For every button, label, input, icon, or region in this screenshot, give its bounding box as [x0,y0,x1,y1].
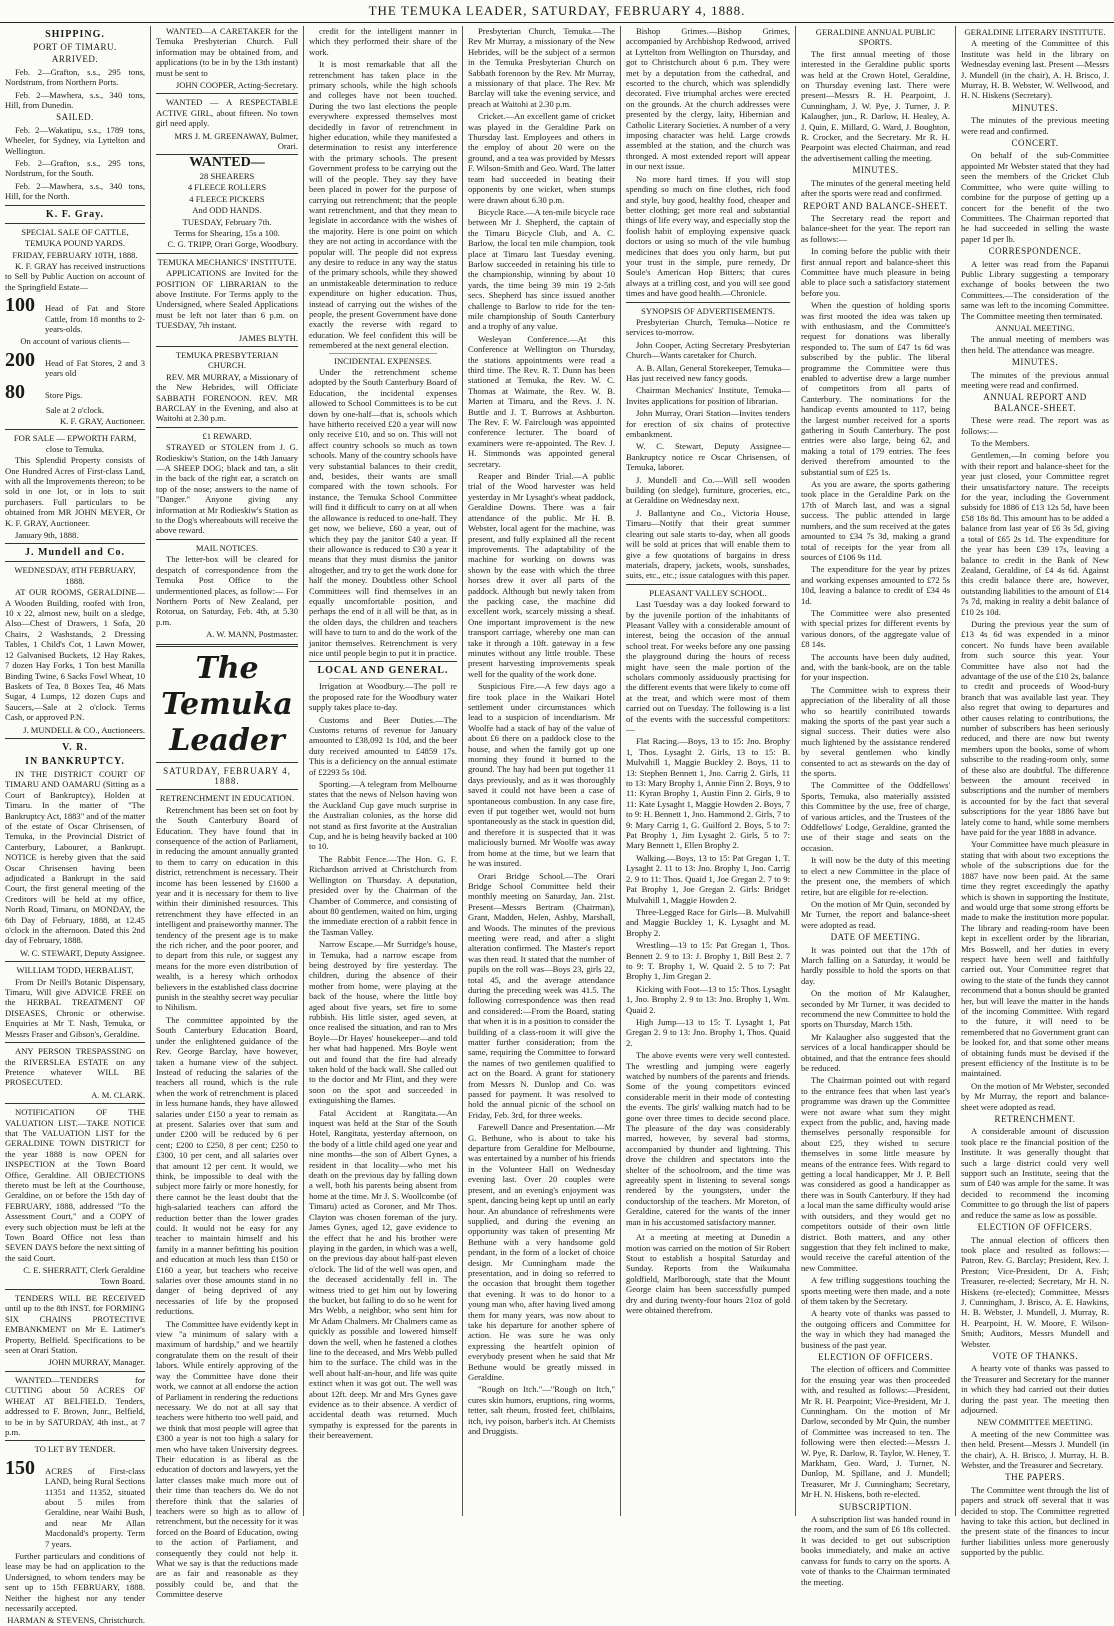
editorial-heading: RETRENCHMENT IN EDUCATION. [159,793,295,804]
column-6 [796,26,955,1587]
paragraph: The expenditure for the year by prizes and working expenses amounted to £72 5s 10d, leaving a balance to credit of £34 4s 1d. [801,564,950,606]
figure-line [5,1457,145,1549]
paragraph: A subscription list was handed round in the room, and the sum of £6 18s collected. It was decided to get out subscription books immediately, and make an active canvass for funds to carry on the sports. A vote of thanks to the Chairman terminated the meeting. [801,1514,950,1587]
paragraph: The Chairman pointed out with regard to the entrance fees that when last year's programme was drawn up the Committee were not aware what sum they might expect from the public, and, having made themselves personally responsible for about £25, they wished to secure themselves in some little measure by means of the entrance fees. With regard to getting a local handicapper, Mr J. P. Bell was considered as good a handicapper as there was in South Canterbury. If they had a local man the same difficulty would arise with outsiders, and they would get no competitors outside of their own little district. Both matters, and any other suggestion that they felt inclined to make, would receive the careful attention of the new Committee. [801,1075,950,1273]
paragraph: The Committee of the Oddfellows' Sports, Temuka, also materially assisted this Committee by the use, free of charge, of various articles, and the Trustees of the Oddfellows' Lodge, Geraldine, granted the use of their stage and seats on the occasion. [801,780,950,853]
paragraph: Gentlemen,—In coming before you with their report and balance-sheet for the year just closed, your Committee regret their unsatisfactory nature. The receipts for the year, including the Government subsidy for 1886 of £13 12s 5d, have been £58 18s 8d. This amount has to be added a balance from last year of £6 3s 5d, giving a total of £65 2s 1d. The expenditure for the year has been £39 17s, leaving a balance to credit in the Bank of New Zealand, Geraldine, of £4 4s 6d. Against this credit balance there are, however, outstanding liabilities to the amount of £14 7s 7d, making in reality a debit balance of £10 2s 10d. [961,450,1109,617]
paragraph: On the motion of Mr Quin, seconded by Mr Turner, the report and balance-sheet were adopted as read. [801,898,950,930]
divider [5,543,145,544]
divider [5,1371,145,1372]
paragraph: Feb. 2—Mawhera, s.s., 340 tons, Hill, for the North. [5,180,145,202]
subheading: ELECTION OF OFFICERS. [818,1351,933,1362]
advert-text: And ODD HANDS. [192,205,262,216]
paragraph: Customs and Beer Duties.—The Customs returns of revenue for January amounted to £38,092 1s 10d, and the beer duty received amounted to £4859 17s. This is a deficiency on the annual estimate of £2293 5s 10d. [309,714,457,777]
paragraph: Mr Kalaugher also suggested that the services of a local handicapper should be obtained, and that the entrance fees should be reduced. [801,1031,950,1073]
advert-heading: IN BANKRUPTCY. [25,755,125,767]
paragraph: The Secretary read the report and balance-sheet for the year. The report ran as follows:— [801,212,950,244]
divider [156,253,298,254]
paragraph: The minutes of the previous meeting were read and confirmed. [961,115,1109,136]
divider [5,1440,145,1441]
paragraph: These were read. The report was as follows:— [961,415,1109,436]
list-item: Wrestling—13 to 15: Pat Gregan 1, Thos. Bennett 2. 9 to 13: J. Brophy 1, Bill Best 2. 7 to 9: T. Brophy 1, W. Quaid 2. 5 to 7: Pat Brophy 1, Jim Gregan 2. [626,940,790,982]
paragraph: Sporting.—A telegram from Melbourne states that the news of Nelson having won the Auckland Cup gave much surprise in the Australian colonies, as the horse did not stand as first favorite at the Australian Cup, and he is being heavily backed at 100 to 10. [309,779,457,852]
paper-title: The Temuka Leader [161,650,293,758]
list-item: Chairman Mechanics' Institute, Temuka—Invites applications for position of librarian. [626,385,790,406]
divider [5,205,145,206]
figure-number: 150 [5,1456,35,1479]
divider [156,93,298,94]
figure-number: 200 [5,348,35,371]
advert-heading: WILLIAM TODD, HERBALIST, [16,965,134,976]
list-item: John Cooper, Acting Secretary Presbyterian Church—Wants caretaker for Church. [626,339,790,361]
subheading: SUBSCRIPTION. [839,1501,912,1512]
advert-text: On account of various clients— [20,336,130,347]
paragraph: The minutes of the previous annual meeting were read and confirmed. [961,369,1109,390]
advert-heading: MAIL NOTICES. [195,542,259,553]
advert-signature: J. MUNDELL & CO., Auctioneers. [23,724,145,735]
column-4 [463,26,620,1516]
advert-text: IN THE DISTRICT COURT OF TIMARU AND OAMARU (Sitting as a Court of Bankruptcy), Holden at Timaru. In the matter of "The Bankruptcy Act, 1883" and of the matter of the estate of Oscar Chrisensen, of Temuka, in the Provincial District of Canterbury, Labourer, a Bankrupt. NOTICE is hereby given that the said Oscar Chrisensen having been adjudicated a Bankrupt in the said Court, the first general meeting of the Creditors will be held at my office, North Road, Timaru, on MONDAY, the 6th Day of February, 1888, at 12.45 o'clock in the afternoon. Dated this 2nd day of February, 1888. [5,768,145,946]
paragraph: On the motion of Mr Kalaugher, seconded by Mr Turner, it was decided to recommend the new Committee to hold the sports on Thursday, March 15th. [801,988,950,1030]
paragraph: Bishop Grimes.—Bishop Grimes, accompanied by Archbishop Redwood, arrived at Lyttelton from Wellington on Thursday, and got to Christchurch about 6 p.m. They were met by a deputation from the cathedral, and escorted to the church, which was splendidly decorated. Five triumphal arches were erected on the grounds. At the church addresses were presented by the clergy, laity, Hibernian and Catholic Literary Societies. A number of a very imposing character was held. Large crowds assembled at the station, and the church was thronged. A most extended report will appear in our next issue. [626,26,790,172]
advert-text: 4 FLEECE PICKERS [189,193,265,204]
paragraph: Feb. 2—Grafton, s.s., 295 tons, Nordstrum, for the South. [5,158,145,179]
paragraph: The Committee wish to express their appreciation of the liberality of all those who so heartily contributed towards making the sports of the past year such a signal success. Their duties were also much lightened by the assistance rendered by several gentlemen who kindly consented to act as stewards on the day of the sports. [801,684,950,779]
paragraph: The first annual meeting of those interested in the Geraldine public sports was held at the Crown Hotel, Geraldine, on Thursday evening last. There were present—Messrs R. H. Pearpoint, J. Cunningham, J. W. Pye, J. Turner, J. P. Kalaugher, jun., R. Darlow, H. Healey, A. J. Quin, E. Millard, G. Ward, J. Boughton, R. Crocker, and the Secretary. Mr R. H. Pearpoint was elected Chairman, and read the advertisement calling the meeting. [801,48,950,163]
advert-text: Terms for Shearing, 15s a 100. [174,227,280,238]
advert-text: Further particulars and conditions of lease may be had on application to the Undersigned, to whom tenders may be sent up to 15th FEBRUARY, 1888. Neither the highest nor any tender necessarily accepted. [5,1550,145,1613]
section-heading: NEW COMMITTEE MEETING. [977,1417,1093,1428]
list-item: Flat Racing.—Boys, 13 to 15: Jno. Brophy 1, Thos. Lysaght 2. Girls, 13 to 15: B. Mulvahill 1, Maggie Buckley 2. Boys, 11 to 13: Stephen Bennett 1, Jno. Carrig 2. Girls, 11 to 13: Mary Brophy 1, Annie Finn 2. Boys, 9 to 11: Kyran Brophy 1, Austin Finn 2. Girls, 9 to 11: Kate Lysaght 1, Maggie Howden 2. Boys, 7 to 9: H. Bennett 1, Jno. Hammond 2. Girls, 7 to 9: Mary Carrig 1, G. Guilford 2. Boys, 5 to 7: Pat Brophy 1, Jim Lysaght 2. Girls, 5 to 7: Mary Bennett 1, Ellen Brophy 2. [626,736,790,851]
paragraph: Irrigation at Woodbury.—The poll re the proposed rate for the Woodbury water supply takes place to-day. [309,681,457,713]
paragraph: To the Members. [971,438,1030,449]
advert-text: STRAYED or STOLEN from J. G. Rodieskiw's Station, on the 14th January—A SHEEP DOG; black and tan, a slit in the back of the right ear, a scratch on top of the nose; answers to the name of "Danger." Anyone giving any information at Mr Rodieskiw's Station as to the Dog's whereabouts will receive the above reward. [156,442,298,536]
subheading: CORRESPONDENCE. [988,246,1082,257]
advert-text: This Splendid Property consists of One Hundred Acres of First-class Land, with all the Improvements thereon; to be sold in one lot, or in lots to suit purchasers. Full particulars to be obtained from MR JOHN MEYER, Or K. F. GRAY, Auctioneer. [5,455,145,528]
advert-text: WEDNESDAY, 8TH FEBRUARY, 1888. [14,565,136,586]
list-item: J. Mundell and Co.—Will sell wooden building (on sledge), furniture, groceries, etc., at Geraldine on Wednesday next. [626,474,790,506]
advert-text: 4 FLEECE ROLLERS [187,182,267,193]
paragraph: Feb. 2—Wakatipu, s.s., 1789 tons, Wheeler, for Sydney, via Lyttelton and Wellington. [5,124,145,156]
divider [626,302,790,303]
paragraph: The committee appointed by the South Canterbury Education Board, under the enlightened guidance of the Rev. George Barclay, have however, taken a humane view of the subject. Instead of reducing the salaries of the teachers all round, which is the rule when the work of retrenchment is placed in less humane hands, they have allowed salaries under £150 a year to remain as at present. Salaries over that sum and under £200 will be reduced by 6 per cent; £200 to £250, 8 per cent; £250 to £300, 10 per cent, and all salaries over that amount 12 per cent. It would, we think, be impossible to deal with the subject more fairly or more honestly, for there cannot be the least doubt that the high-salaried teachers can afford the reduction better than the lower grades could. It would not be easy for any teacher to maintain himself and his family in a manner befitting his position and education at much less than £150 or £160 a year, but teachers who receive salaries over those amounts stand in no danger of being deprived of any necessaries of life by the proposed reductions. [156,1014,298,1317]
column-1 [0,26,150,1626]
paragraph: A hearty vote of thanks was passed to the outgoing officers and Committee for the way in which they had managed the business of the past year. [801,1308,950,1350]
divider [156,539,298,540]
subheading: CONCERT. [1011,138,1059,149]
figure-line [5,349,145,379]
divider [309,661,457,662]
divider [5,561,145,562]
advert-heading: £1 REWARD. [202,430,252,441]
divider [156,762,298,763]
advert-signature: C. G. TRIPP, Orari Gorge, Woodbury. [167,239,298,250]
section-heading: SYNOPSIS OF ADVERTISEMENTS. [641,305,775,316]
divider [5,223,145,224]
running-header: THE TEMUKA LEADER, SATURDAY, FEBRUARY 4, 1888. [0,0,1114,23]
advert-signature: JAMES BLYTH. [238,332,298,343]
paragraph: On behalf of the sub-Committee appointed Mr Webster stated that they had seen the members of the Cricket Club Committee, who were quite willing to combine for the purpose of getting up a concert for the benefit of the two Committees. The Chairman reported that he had succeeded in selling the waste paper 1d per lb. [961,150,1109,244]
paragraph: Fatal Accident at Rangitata.—An inquest was held at the Star of the South Hotel, Rangitata, yesterday afternoon, on the body of a little child aged one year and nine months—the son of Albert Gynes, a resident in that locality—who met his death on the previous day by falling down a well, both his parents being absent from home at the time. Mr J. S. Woollcombe (of Timaru) acted as Coroner, and Mr Thos. Clayton was chosen foreman of the jury. James Gynes, aged 12, gave evidence to the effect that he and his brother were playing in the garden, in which was a well, on the previous day about half-past eleven o'clock. The lid of the well was open, and the deceased accidentally fell in. The witness tried to get him out by lowering the bucket, but failing to do so he went for Mrs Webb, a neighbor, who sent him for Mr Adam Chalmers. Mr Chalmers came as quickly as possible and lowered himself down the well, when he fastened a clothes line to the deceased, and Mrs Webb pulled him to the surface. The child was in the well about half-an-hour, and life was quite extinct when it was got out. The well was about 12ft. deep. Mr and Mrs Gynes gave evidence as to their absence. A verdict of accidental death was returned. Much sympathy is expressed for the parents in their bereavement. [309,1107,457,1441]
advert-text: Sale at 2 o'clock. [45,404,105,415]
editorial-heading: INCIDENTAL EXPENSES. [334,355,432,366]
advert-signature: W. C. STEWART, Deputy Assignee. [19,947,145,958]
advert-text: REV. MR MURRAY, a Missionary of the New Hebrides, will Officiate SABBATH FORENOON. REV. MR BARCLAY in the Evening, and also at Waitohi at 2.30 p.m. [156,371,298,424]
subheading: THE PAPERS. [1005,1472,1065,1483]
paragraph: Your Committee have much pleasure in stating that with about two exceptions the whole of the subscriptions due for the 1887 have now been paid. At the same time they regret exceedingly the apathy which is shown in supporting the Institute, and would urge that some strong efforts be made to make the institution more popular. The library and reading-room have been kept in excellent order by the librarian, Mrs Boswell, and her duties in every respect have been well and faithfully carried out. Your Committee regret that owing to the state of the funds they cannot recommend that a bonus should be granted her, but will leave the matter in the hands of the incoming Committee. With regard to the future, it will need to be remembered that no Government grant can be looked for, and that some other means of obtaining funds must be devised if the present efficiency of the Institute is to be maintained. [961,839,1109,1079]
paragraph: When the question of holding sports was first mooted the idea was taken up with enthusiasm, and the Committee's request for donations was liberally responded to. The sum of £47 1s 6d was subscribed by the public. The liberal programme the Committee were thus enabled to advertise drew a large number of competitors from all parts of Canterbury. The nominations for the handicap events amounted to 117, being the largest number received for a sports gathering in South Canterbury. The post entries were also large, being 62, and making a total of 179 entries. The fees derived therefrom amounted to the substantial sum of £25 1s. [801,300,950,477]
advert-signature: MRS J. M. GREENAWAY, Bulmer, Orari. [174,130,298,152]
divider [626,584,790,585]
divider [329,353,437,354]
figure-line [5,381,145,403]
paragraph: The accounts have been duly audited, and, with the bank-book, are on the table for your inspection. [801,651,950,683]
advert-heading: V. R. [62,741,88,753]
advert-signature: JOHN MURRAY, Manager. [48,1357,145,1368]
subheading: PORT OF TIMARU. [33,42,117,52]
paragraph: The above events were very well contested. The wrestling and jumping were eagerly watched by numbers of the parents and friends. Some of the young competitors evinced considerable merit in their mode of contesting the events. The girls' walking match had to be gone over three times to decide second place. The pleasure of the day was considerably marred, however, by several bad storms, accompanied by thunder and lightning. This drove the children and spectators into the shelter of the schoolroom, and the time was agreeably spent in listening to several songs rendered by the youngsters, under the conductorship of the teachers. Mr Moreton, of Geraldine, catered for the wants of the inner man in his accustomed satisfactory manner. [626,1050,790,1227]
advert-signature: JOHN COOPER, Acting-Secretary. [175,80,298,91]
figure-text: Head of Fat and Store Cattle, from 18 months to 2-years-olds. [45,303,145,334]
paragraph: The Committee went through the list of papers and struck off several that it was decided to stop. The Committee regretted having to take this action, but declined in the present state of the finances to incur further liabilities unless more generously supported by the public. [961,1484,1109,1558]
advert-text: AT OUR ROOMS, GERALDINE— A Wooden Building, roofed with Iron, 10 x 22, almost new, built on a sledge, Also—Chest of Drawers, 1 Sofa, 20 Chairs, 2 Washstands, 2 Dressing Tables, 1 Child's Cot, 1 Lawn Mower, 12 Galvanised Buckets, 12 Hay Rakes, 7 dozen Hay Forks, 1 Ton best Manilla Binding Twine, 6 Sacks Fowl Wheat, 10 Baskets of Tea, 8 Boxes Tea, 46 Mats Sugar, 4 Lumps, 12 dozen Cups and Saucers,—Sale at 2 o'clock. Terms Cash, or approved P.N. [5,587,145,723]
advert-heading: TO LET BY TENDER. [34,1444,116,1455]
paragraph: Presbyterian Church, Temuka.—The Rev Mr Murray, a missionary of the New Hebrides, will be the subject of a sermon in the Temuka Presbyterian Church on Sabbath forenoon by the Rev. Mr Murray, a missionary of that place. The Rev. Mr Barclay will take the evening service, and preach at Waitohi at 2.30 p.m. [468,26,615,109]
column-3 [304,26,462,1516]
advert-text: WANTED — A RESPECTABLE ACTIVE GIRL, about fifteen. No town girl need apply. [156,97,298,129]
column-7 [956,26,1114,1558]
paragraph: As you are aware, the sports gathering took place in the Geraldine Park on the 17th of March last, and was a signal success. The public attended in large numbers, and the sum received at the gates amounted to £34 7s 3d, making a grand total of receipts for the year from all sources of £106 9s 11d. [801,479,950,562]
paragraph: Last Tuesday was a day looked forward to by the juvenile portion of the inhabitants of Pleasant Valley with a considerable amount of interest, being the occasion of the annual school treat. For weeks before any one passing the playground during the hours of recess might have seen the male portion of the scholars commonly assiduously practising for the different events that were likely to come off at the treat, and which were most of them carried out on Tuesday. The following is a list of the events with the successful competitors:— [626,599,790,734]
paragraph: A hearty vote of thanks was passed to the Treasurer and Secretary for the manner in which they had carried out their duties during the past year. The meeting then adjourned. [961,1363,1109,1415]
advert-signature: A. M. CLARK. [91,1089,145,1100]
paragraph: The Committee were also presented with special prizes for different events by various donors, of the aggregate value of £8 14s. [801,607,950,650]
section-heading: GERALDINE LITERARY INSTITUTE. [964,27,1106,37]
paragraph: Orari Bridge School.—The Orari Bridge School Committee held their monthly meeting on Saturday, Jan. 21st. Present—Messrs Bertram (Chairman), Grant, Madden, Helen, Ashby, Marshall, and Woods. The minutes of the previous meeting were read, and after a slight alteration confirmed. The Master's report was then read. It stated that the number of pupils on the roll was—Boys 23, girls 22, total 45, and the average attendance during the preceding week was 41.5. The following correspondence was then read and considered:—From the Board, stating that when it is in a position to consider the building of a class-room it will give the matter further consideration; from the same, requiring the Committee to forward the names of two gentlemen qualified to act on the Board. A grant for stationery from Messrs N. Dunlop and Co. was passed for payment. It was resolved to hold the annual picnic of the school on Friday, Feb. 3rd, for three weeks. [468,870,615,1120]
divider [329,678,437,679]
advert-text: WANTED—TENDERS for CUTTING about 50 ACRES OF WHEAT AT BELFIELD. Tenders, addressed to F. Brown, Junr., Belfield, to be in by SATURDAY, 4th inst., at 7 p.m. [5,1374,145,1437]
advert-text: TENDERS WILL BE RECEIVED until up to the 8th INST. for FORMING SIX CHAINS PROTECTIVE EMBANKMENT on Mr E. Latimer's Property, Belfield. Specifications to be seen at Orari Station. [5,1293,145,1356]
advert-text: K. F. GRAY has received instructions to Sell by Public Auction on account of the Springfield Estate— [5,260,145,292]
advert-text: ANY PERSON TRESPASSING on the RIVERSLEA ESTATE on any Pretence whatever WILL BE PROSECUTED. [5,1046,145,1088]
divider [5,1289,145,1290]
paragraph: Narrow Escape.—Mr Surridge's house, in Temuka, had a narrow escape from being destroyed by fire yesterday. The children, during the absence of their mother from home, were playing at the back of the house, where the little boy aged about five years, set fire to some rubbish. His little sister, aged seven, at once realised the situation, and ran to Mrs Boyle—Dr Hayes' housekeeper—and told her what had happened. Mrs Boyle went out and found that the fire had already taken hold of the back wall. She called out to the doctor and Mr Flint, and they were soon on the spot and succeeded in extinguishing the flames. [309,939,457,1106]
paragraph: No more hard times. If you will stop spending so much on fine clothes, rich food and style, buy good, healthy food, cheaper and better clothing; get more real and substantial things of life every way, and especially stop the foolish habit of employing expensive quack doctors or using so much of the vile humbug medicines that does you only harm, but put your trust in the simple, pure remedy, Dr Soule's American Hop Bitters; that cures always at a trifling cost, and you will see good times and have good health.—Chronicle. [626,173,790,299]
subheading: MINUTES. [1011,357,1059,368]
list-item: Presbyterian Church, Temuka—Notice re services to-morrow. [626,316,790,338]
subheading: ARRIVED. [51,54,99,65]
section-heading: ANNUAL MEETING. [995,322,1075,333]
advert-text: APPLICATIONS are Invited for the POSITION OF LIBRARIAN to the above Institute. For Terms apply to the Undersigned, where Sealed Applications must be left not later than 6 p.m. on TUESDAY, 7th instant. [156,268,298,331]
subheading: MINUTES. [852,165,899,176]
advert-signature: C. E. SHERRATT, Clerk Geraldine Town Board. [23,1265,145,1286]
section-heading: PLEASANT VALLEY SCHOOL. [649,587,767,598]
advert-text: NOTIFICATION OF THE VALUATION LIST.—TAKE NOTICE that The VALUATION LIST for the GERALDINE TOWN DISTRICT for the year 1888 is now OPEN for INSPECTION at the Town Board Office, Geraldine. All OBJECTIONS thereto must be left at the Courthouse, Geraldine, on or before the 15th day of FEBRUARY, 1888, addressed "To the Assessment Court," and a COPY of every such objection must be left at the Town Board Office not less than SEVEN DAYS before the next sitting of the said Court. [5,1107,145,1263]
list-item: John Murray, Orari Station—Invites tenders for erection of six chains of protective embankment. [626,408,790,440]
paragraph: Reaper and Binder Trial.—A public trial of the Wood harvester was held yesterday in Mr Lysaght's wheat paddock, Geraldine Downs. There was a fair attendance of the public. Mr H. B. Webster, local agent for the machine, was present, and fully explained all the recent improvements. The adaptability of the machine for working on downs was shown by the ease with which the three horses drew it over all parts of the paddock. Although but newly taken from the packing case, the machine did excellent work, scarcely missing a sheaf. One important improvement is the new transport carriage, whereby one man can take it through a 10ft. gateway in a few minutes without any little trouble. These present harvesting improvements speak well for the quality of the work done. [468,471,615,679]
divider [156,644,298,647]
paragraph: The Rabbit Fence.—The Hon. G. F. Richardson arrived at Christchurch from Wellington on Thursday. A deputation, presided over by the Chairman of the Chamber of Commerce, and consisting of about 80 gentlemen, waited on him, urging the immediate erection of a rabbit fence in the Tasman Valley. [309,853,457,937]
section-heading: SHIPPING. [45,29,105,40]
paragraph: It was pointed out that the 17th of March falling on a Saturday, it would be hardly possible to hold the sports on that day. [801,944,950,986]
subheading: SAILED. [56,112,94,123]
list-item: W. C. Stewart, Deputy Assignee—Bankruptcy notice re Oscar Chrisensen, of Temuka, laborer. [626,441,790,473]
divider [5,961,145,962]
subheading: REPORT AND BALANCE-SHEET. [803,200,948,211]
figure-text: Store Pigs. [45,389,83,400]
subheading: MINUTES. [1011,102,1059,113]
paragraph: The Committee have evidently kept in view "a minimum of salary with a maximum of hardship," and we heartily congratulate them on the result of their labors. While entirely approving of the way the Committee have done their work, we cannot at all endorse the action of Parliament in rendering the reductions necessary. We do not at all say that teachers were hitherto too well paid, and we think that most people will agree that £300 a year is not too high a salary for men who have taken University degrees. Their education is as liberal as the education of doctors and lawyers, yet the latter classes make much more out of their time than teachers do. We do not therefore think that the salaries of teachers were so high as to allow of retrenchment, but the necessity for it was forced on the Board of Education, owing to the action of Parliament, and consequently they could not help it. What we say is that the reductions made are as fair and reasonable as they possibly could be, and that the Committee deserve [156,1318,298,1600]
paragraph: A considerable amount of discussion took place re the financial position of the Institute. It was generally thought that such a large district could very well support such an Institute, seeing that the sum of £40 was ample for the same. It was decided to recommend the incoming Committee to go through the list of papers and reduce the same as low as possible. [961,1126,1109,1220]
advert-heading: FOR SALE — EPWORTH FARM, close to Temuka. [13,433,137,454]
paragraph: A meeting of the new Committee was then held. Present—Messrs J. Mundell (in the chair), A. H. Brisco, J. Murray, H. B. Webster, and the Treasurer and Secretary. [961,1428,1109,1471]
advert-text: January 9th, 1888. [15,530,79,541]
paragraph: It will now be the duty of this meeting to elect a new Committee in the place of the present one, the members of which retire, but are eligible for re-election. [801,855,950,897]
advert-text: From Dr Neill's Botanic Dispensary, Timaru, Will give ADVICE FREE on the HERBAL TREATMENT OF DISEASES, Chronic or otherwise. Enquiries at Mr T. Nash, Temuka, or Messrs Fraser and Gibson's, Geraldine. [5,976,145,1039]
paragraph: A few trifling suggestions touching the sports meeting were then made, and a note of them taken by the Secretary. [801,1275,950,1306]
list-item: A. B. Allan, General Storekeeper, Temuka—Has just received new fancy goods. [626,362,790,383]
advert-signature: K. F. GRAY, Auctioneer. [59,415,145,426]
section-heading: GERALDINE ANNUAL PUBLIC SPORTS. [815,27,936,48]
paragraph: Suspicious Fire.—A few days ago a fire took place in the Waikari Hotel settlement under circumstances which lead to a suspicion of incendiarism. Mr Woolfe had a stack of hay of the value of about £6 there on a paddock close to the house, and when the family got up one morning they found it burned to the ground. The hay had been put together 11 days previously, and as it was thoroughly saved it could not have been a case of spontaneous combustion. In any case fire, even if put together wet, would not burn spontaneously as the stack in question did, and therefore it is suspected that it was maliciously burned. Mr Woolfe was away from home at the time, but we learn that he was insured. [468,681,615,869]
subheading: VOTE OF THANKS. [991,1350,1079,1361]
paragraph: Feb. 2—Grafton, s.s., 295 tons, Nordstrum, from Northern Ports. [5,66,145,88]
paragraph: Cricket.—An excellent game of cricket was played in the Geraldine Park on Thursday last. Employees and others in the employ of about 20 were on the ground, and a tea was provided by Messrs F. Wilson-Smith and Geo. Ward. The latter team had succeeded in beating their opponents by one wicket, when stumps were drawn about 6.30 p.m. [468,111,615,205]
paragraph: Bicycle Race.—A ten-mile bicycle race between Mr J. Shepherd, the captain of the Timaru Bicycle Club, and A. C. Barlow, the local ten mile champion, took place at Timaru last Tuesday evening. Barlow succeeded in retaining his title to the championship, winning by about 10 yards, the time being 39 min 19 2-5th secs. Shepherd has since issued another challenge to Barlow to ride for the ten-mile championship of South Canterbury and a trophy of any value. [468,206,615,332]
section-heading: LOCAL AND GENERAL. [317,665,449,677]
advert-text: SPECIAL SALE OF CATTLE, [21,226,129,237]
advert-heading: K. F. Gray. [45,208,105,220]
subheading: ELECTION OF OFFICERS. [977,1222,1093,1233]
list-item: Kicking with Foot—13 to 15: Thos. Lysaght 1, Jno. Brophy 2. 9 to 13: Jno. Brophy 1, Wm. Quaid 2. [626,983,790,1015]
advert-heading: WANTED— [189,155,265,171]
divider [156,346,298,347]
divider [5,738,145,739]
list-item: Three-Legged Race for Girls—B. Mulvahill and Maggie Buckley 1, K. Lysaght and M. Brophy 2. [626,906,790,938]
divider [156,427,298,428]
advert-text: The letter-box will be cleared for despatch of correspondence from the Temuka Post Office to the undermentioned places, as follow:— For Northern Ports of New Zealand, per Rotorua, on Saturday, Feb. 4th, at 5.30 p.m. [156,554,298,627]
paragraph: On the motion of Mr Webster, seconded by Mr Murray, the report and balance-sheet were adopted as read. [961,1080,1109,1112]
divider [5,1042,145,1043]
subheading: RETRENCHMENT. [994,1114,1076,1125]
issue-date: SATURDAY, FEBRUARY 4, 1888. [163,765,291,786]
paragraph: Retrenchment has been set on foot by the South Canterbury Board of Education. They have found that in consequence of the action of Parliament, in reducing the amount annually granted to them to carry on education in this district, retrenchment is necessary. Their income has been lessened by £1600 a year and it is necessary for them to live within their diminished resources. This retrenchment they have effected in an intelligent and praiseworthy manner. The tendency of the present age is to make the rich richer, and the poor poorer, and to depart from this rule, or suggest any means for the more even distribution of wealth, is a heresy which orthodox believers in the established class doctrine punish in the stealthy secret way peculiar to Nihilism. [156,804,298,1013]
divider [646,1229,770,1230]
paragraph: "Rough on Itch."—"Rough on Itch," cures skin humors, eruptions, ring worms, tetter, salt rheum, frosted feet, chilblains, itch, ivy poison, barber's itch. At Chemists and Druggists. [468,1384,615,1437]
paragraph: A meeting of the Committee of this Institute was held in the library on Wednesday evening last. Present —Messrs J. Mundell (in the chair), A. H. Brisco, J. Murray, H. B. Webster, W. Wellwood, and H. N. Hiskens (Secretary). [961,38,1109,101]
paragraph: A letter was read from the Papanui Public Library suggesting a temporary exchange of books between the two Committees.—The consideration of the same was left to the incoming Committee. The Committee meeting then terminated. [961,258,1109,321]
advert-signature: A. W. MANN, Postmaster. [206,629,298,640]
divider [156,789,298,790]
paragraph: At a meeting at meeting at Dunedin a motion was carried on the motion of Sir Robert Stout to establish a hospital Saturday and Sunday. Reports from the Waikumaha goldfield, Marlborough, state that the Mount George claim has been successfully pumped dry and during twenty-four hours 21oz of gold were obtained therefrom. [626,1232,790,1315]
advert-text: TUESDAY, February 7th. [182,216,272,227]
subheading: DATE OF MEETING. [830,932,921,943]
figure-text: Head of Fat Stores, 2 and 3 years old [45,357,145,379]
list-item: J. Ballantyne and Co., Victoria House, Timaru—Notify that their great summer clearing out sale starts to-day, when all goods will be sold at prices that will enable them to give a few quotations of bargains in dress materials, drapery, jackets, wools, sunshades, suits, etc., etc.; issue catalogues with this paper. [626,507,790,581]
divider [5,429,145,430]
figure-line [5,294,145,334]
paragraph: The annual meeting of members was then held. The attendance was meagre. [961,334,1109,355]
paragraph: Under the retrenchment scheme adopted by the South Canterbury Board of Education, the incidental expenses allowed to School Committees is to be cut down by one-half—that is, schools which have hitherto received £20 a year will now only receive £10, and so on. This will not affect country schools so much as town schools. Many of the country schools have very substantial balances to their credit, and, besides, their wants are small compared with the town schools. For instance, the Temuka School Committee will find it difficult to carry on at all when the allowance is reduced to one-half. They get now, we believe, £60 a year, out of which they pay the janitor £40 a year. If their allowance is reduced to £30 a year it means that they must dismiss the janitor altogether, and try to get the work done for half the money. Doubtless other School Committees will find themselves in an equally uncomfortable position, and perhaps the end of it all will be that, as in the olden days, the children and teachers will have to turn to and do the work of the janitor themselves. Retrenchment is very nice until people begin to put it in practice. [309,367,457,658]
advert-heading: TEMUKA PRESBYTERIAN CHURCH. [175,349,279,371]
advert-heading: TEMUKA MECHANICS' INSTITUTE. [157,256,297,267]
column-2 [151,26,303,1600]
paragraph: During the previous year the sum of £13 4s 6d was expended in a minor concert. No funds have been available from such source this year. Your Committee have also not had the advantage of the use of the £10 2s, balance to credit and proceeds of Wood-bury branch that was available last year. They also regret that owing to departures and other causes relating to contributions, the number of subscribers has been seriously reduced, and there are now but twenty members upon the books, some of whom subscribe to the reading-room only, some of these also are doubtful. The difference between the amount received in subscriptions and the number of members is accounted for by the fact that several subscriptions for the year 1886 have but lately come to hand, while some members have paid for the year 1888 in advance. [961,618,1109,838]
paragraph: The minutes of the general meeting held after the sports were read and confirmed. [801,177,950,199]
figure-number: 80 [5,380,25,403]
paragraph: In coming before the public with their first annual report and balance-sheet this Committee have much pleasure in being able to place such a satisfactory statement before you. [801,246,950,298]
advert-signature: HARMAN & STEVENS, Christchurch. [7,1615,145,1626]
paragraph: credit for the intelligent manner in which they performed their share of the work. [309,26,457,57]
paragraph: It is most remarkable that all the retrenchment has taken place in the primary schools, while the high schools and colleges have not been touched. During the two last elections the people everywhere expressed themselves most decidedly in favor of retrenchment in higher education, while they manifested a determination to resist any interference with the primary schools. The present Government profess to be carrying out the will of the people. They say they have been placed in power for the purpose of carrying out retrenchment; that the people want retrenchment, and that they mean to legislate in accordance with the wishes of the majority. Here is one point on which they are not acting in accordance with the popular will. The people did not express any desire to reduce in any way the status of the primary schools, while they showed an unmistakeable determination to reduce expenditure on higher education. Thus, instead of carrying out the wishes of the people, the present Government have done exactly the reverse with regard to education. We feel confident this will be remembered at the next general election. [309,59,457,351]
paragraph: Wesleyan Conference.—At this Conference at Wellington on Thursday, the stations appointments were read a third time. The Rev. R. T. Dunn has been stationed at Temuka, the Rev. W. C. Thomas at Waimate, the Rev. W. B. Marten at Timaru, and the Revs. J. N. Buttle and J. T. Burrows at Ashburton. The Rev. F. W. Fairclough was appointed conference lecturer. The board of examiners were re-appointed. The Rev. J. H. Simmonds was appointed general secretary. [468,333,615,469]
advert-heading: J. Mundell and Co. [25,547,125,559]
paragraph: The election of officers and Committee for the ensuing year was then proceeded with, and resulted as follows:—President, Mr R. H. Pearpoint; Vice-President, Mr J. Cunningham. On the motion of Mr Darlow, seconded by Mr Quin, the number of Committee was increased to ten. The following were then elected:—Messrs J. W. Pye, R. Darlow, R. Taylor, W. Heney, T. Markham, Geo. Ward, J. Turner, N. Dunlop, M. Spillane, and J. Mundell; Treasurer, Mr J. Cunningham; Secretary, Mr H. N. Hiskens, both re-elected. [801,1364,950,1500]
figure-text: ACRES of First-class LAND, being Rural Sections 11351 and 11352, situated about 5 miles from Geraldine, near Waihi Bush, and near Mr Allan Macdonald's property. Term 7 years. [45,1465,145,1549]
advert-text: 28 SHEARERS [199,170,255,181]
advert-text: WANTED—A CARETAKER for the Temuka Presbyterian Church. Full information may be obtained from, and applications (to be in by the 13th instant) must be sent to [156,26,298,78]
divider [5,1103,145,1104]
paragraph: The annual election of officers then took place and resulted as follows:—Patron, Rev. G. Barclay; President, Rev. J. Preston; Vice-President, Dr A. Fish; Treasurer, re-elected; Secretary, Mr H. N. Hiskens (re-elected); Committee, Messrs J. Cunningham, J. Brisco, A. E. Hawkins, H. B. Webster, J. Mundell, J. Murray, R. H. Pearpoint, H. W. Moore, F. Wilson-Smith; Auditors, Messrs Mundell and Webster. [961,1234,1109,1349]
advert-text: TEMUKA POUND YARDS. [24,238,126,249]
list-item: High Jump—13 to 15: T. Lysaght 1, Pat Gregan 2. 9 to 13: Jno. Brophy 1, Thos. Quaid 2. [626,1016,790,1048]
figure-number: 100 [5,294,35,317]
list-item: Walking.—Boys, 13 to 15: Pat Gregan 1, T. Lysaght 2. 11 to 13: Jno. Brophy 1, Jno. Carrig 2. 9 to 11: Thos. Quaid 1, Joe Gregan 2. 7 to 9: Pat Brophy 1, Joe Gregan 2. Girls: Bridget Mulvahill 1, Maggie Howden 2. [626,852,790,905]
column-5 [621,26,795,1516]
subheading: ANNUAL REPORT AND BALANCE-SHEET. [983,392,1087,413]
paragraph: Feb. 2—Mawhera, s.s., 340 tons, Hill, from Dunedin. [5,89,145,111]
paragraph: Farewell Dance and Presentation.—Mr G. Bethune, who is about to take his departure from Geraldine for Melbourne, was entertained by a number of his friends in the Volunteer Hall on Wednesday evening last. Over 20 couples were present, and an evening's enjoyment was spent, dancing being kept up until an early hour. An abundance of refreshments were supplied, and during the evening an opportunity was taken of presenting Mr Bethune with a very handsome gold pendant, in the form of a locket of choice design. Mr Cunningham made the presentation, and in doing so referred to the occasion that brought them together that evening. It was to do honor to a young man who, after having lived among them for many years, was now about to take his departure for another sphere of action. He was sure he was only expressing the heartfelt opinion of everybody present when he said that Mr Bethune would be greatly missed in Geraldine. [468,1122,615,1382]
advert-text: FRIDAY, FEBRUARY 10TH, 1888. [12,249,138,260]
